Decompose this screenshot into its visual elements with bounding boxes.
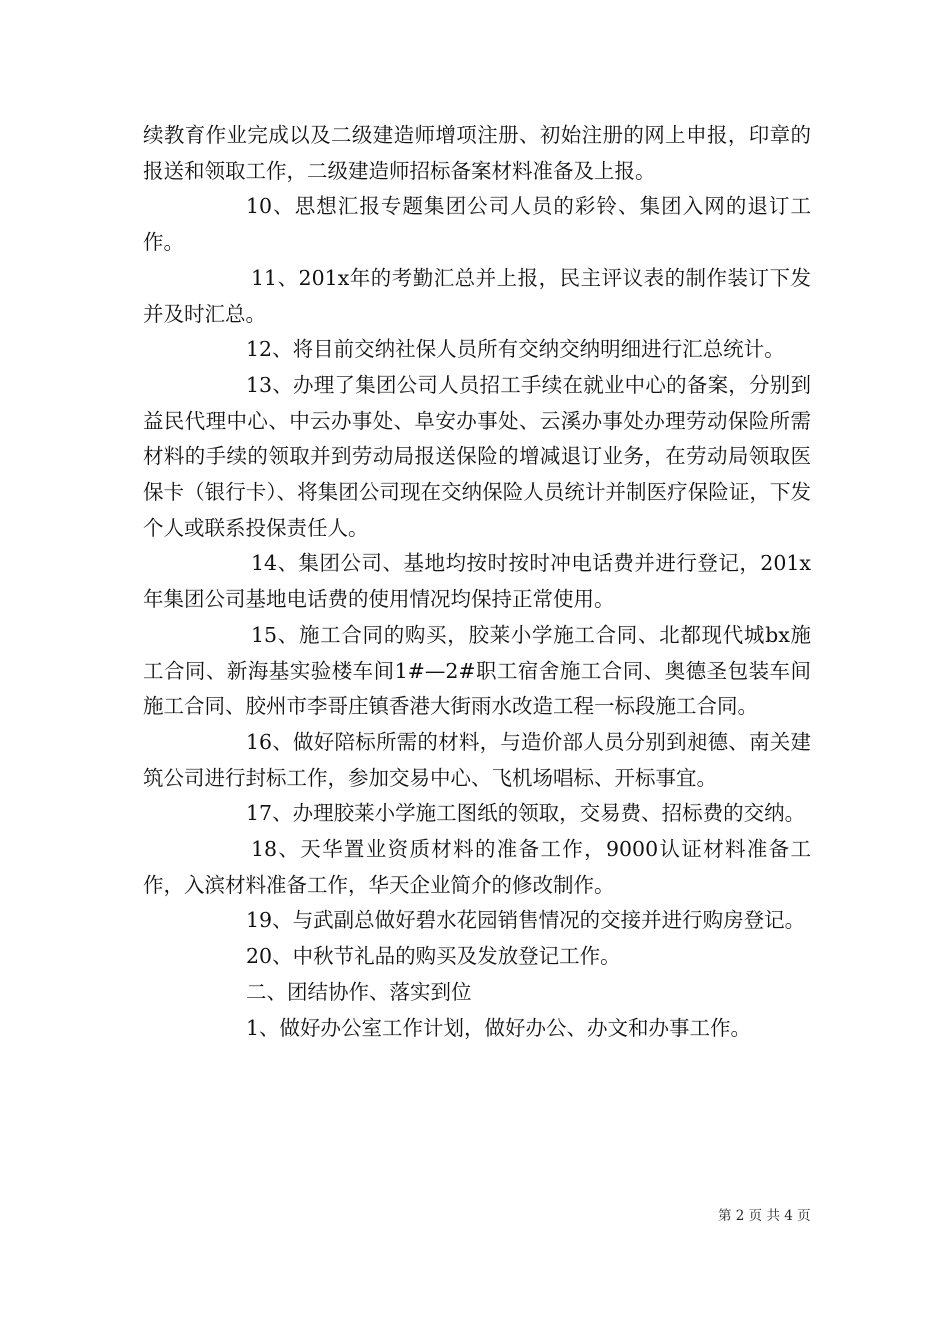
- paragraph-item-12: 12、将目前交纳社保人员所有交纳交纳明细进行汇总统计。: [246, 337, 785, 362]
- paragraph-item-10: 10、思想汇报专题集团公司人员的彩铃、集团入网的退订工作。: [143, 194, 811, 255]
- paragraph-item-20: 20、中秋节礼品的购买及发放登记工作。: [246, 944, 621, 969]
- paragraph-continuation: 续教育作业完成以及二级建造师增项注册、初始注册的网上申报，印章的报送和领取工作，二级建造师招标备案材料准备及上报。: [143, 123, 811, 183]
- paragraph-item-17: 17、办理胶莱小学施工图纸的领取，交易费、招标费的交纳。: [246, 801, 806, 826]
- paragraph-item-18: 18、天华置业资质材料的准备工作，9000认证材料准备工作，入滨材料准备工作，华天企业简介的修改制作。: [143, 837, 811, 897]
- paragraph-item-14: 14、集团公司、基地均按时按时冲电话费并进行登记，201x年集团公司基地电话费的使用情况均保持正常使用。: [143, 551, 811, 612]
- page-number: 第 2 页 共 4 页: [718, 1208, 811, 1224]
- paragraph-item-19: 19、与武副总做好碧水花园销售情况的交接并进行购房登记。: [246, 908, 806, 933]
- section-heading: 二、团结协作、落实到位: [246, 979, 472, 1004]
- paragraph-item-13: 13、办理了集团公司人员招工手续在就业中心的备案，分别到益民代理中心、中云办事处、阜安办事处、云溪办事处办理劳动保险所需材料的手续的领取并到劳动局报送保险的增减退订业务，在劳动局领取医保卡（银行卡）、将集团公司现在交纳保险人员统计并制医疗保险证，下发个人或联系投保责任人。: [143, 372, 811, 540]
- paragraph-item-11: 11、201x年的考勤汇总并上报，民主评议表的制作装订下发并及时汇总。: [143, 265, 811, 326]
- paragraph-item-15: 15、施工合同的购买，胶莱小学施工合同、北都现代城bx施工合同、新海基实验楼车间1#—2#职工宿舍施工合同、奥德圣包装车间施工合同、胶州市李哥庄镇香港大街雨水改造工程一标段施工合同。: [143, 622, 811, 719]
- paragraph-section-item-1: 1、做好办公室工作计划，做好办公、办文和办事工作。: [246, 1015, 752, 1040]
- document-body: [143, 118, 811, 1046]
- paragraph-item-16: 16、做好陪标所需的材料，与造价部人员分别到昶德、南关建筑公司进行封标工作，参加交易中心、飞机场唱标、开标事宜。: [143, 729, 811, 790]
